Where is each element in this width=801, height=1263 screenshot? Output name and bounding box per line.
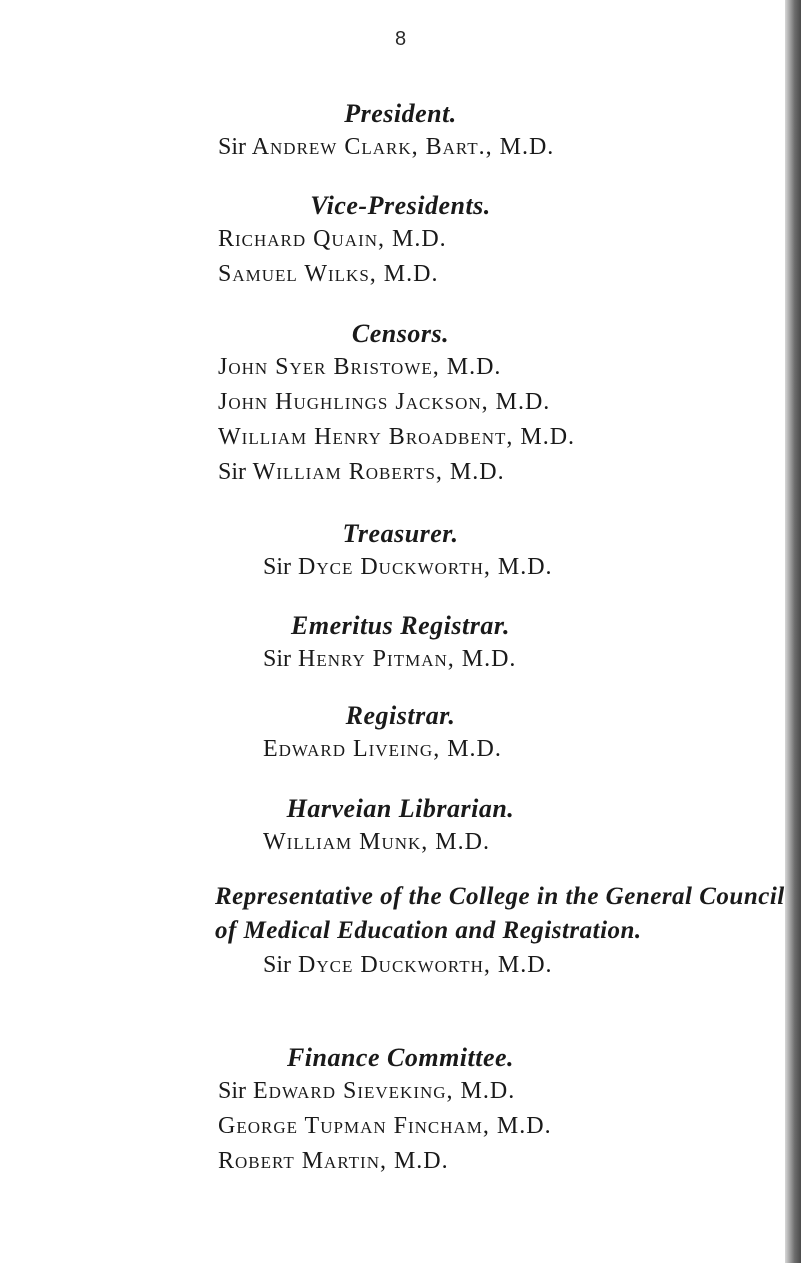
heading-harveian-librarian: Harveian Librarian. (286, 794, 515, 823)
section-emeritus-registrar (0, 610, 801, 677)
officer-name (0, 455, 801, 490)
officer-name: John Hughlings Jackson, M.D. (218, 389, 551, 415)
heading-censors: Censors. (351, 319, 450, 348)
section-censors (0, 318, 801, 490)
section-registrar (0, 700, 801, 767)
heading-emeritus-registrar: Emeritus Registrar. (291, 611, 510, 640)
name-prefix: Sir (263, 554, 292, 580)
officer-name (0, 948, 801, 983)
officer-name: Samuel Wilks, M.D. (218, 261, 439, 287)
section-vice-presidents (0, 190, 801, 292)
officer-name: George Tupman Fincham, M.D. (218, 1113, 552, 1139)
page-number: 8 (394, 28, 407, 50)
name-text: William Roberts, M.D. (252, 459, 505, 485)
section-treasurer (0, 518, 801, 585)
name-prefix: Sir (218, 1078, 247, 1104)
name-prefix: Sir (218, 459, 247, 485)
name-prefix: Sir (263, 646, 292, 672)
name-text: Henry Pitman, M.D. (298, 646, 517, 672)
officer-name: William Munk, M.D. (263, 829, 490, 855)
officer-name (0, 550, 801, 585)
name-prefix: Sir (218, 134, 247, 160)
name-text: Andrew Clark, Bart., M.D. (251, 134, 555, 160)
section-president (0, 98, 801, 165)
name-text: Dyce Duckworth, M.D. (298, 554, 553, 580)
heading-vice-presidents: Vice-Presidents. (310, 191, 491, 220)
heading-registrar: Registrar. (345, 701, 456, 730)
heading-representative-line1: Representative of the College in the General Council (215, 883, 785, 910)
heading-representative-line2: of Medical Education and Registration. (215, 917, 642, 944)
officer-name: Robert Martin, M.D. (218, 1148, 449, 1174)
heading-president: President. (344, 99, 457, 128)
section-finance-committee (0, 1042, 801, 1179)
officer-name (0, 130, 801, 165)
officer-name: Edward Liveing, M.D. (263, 736, 502, 762)
heading-finance-committee: Finance Committee. (286, 1043, 515, 1072)
officer-name (0, 1074, 801, 1109)
officer-name: Richard Quain, M.D. (218, 226, 447, 252)
officer-name: John Syer Bristowe, M.D. (218, 354, 502, 380)
officer-name (0, 642, 801, 677)
section-representative (0, 880, 801, 983)
name-text: Dyce Duckworth, M.D. (298, 952, 553, 978)
name-text: Edward Sieveking, M.D. (253, 1078, 516, 1104)
section-harveian-librarian (0, 793, 801, 860)
name-prefix: Sir (263, 952, 292, 978)
officer-name: William Henry Broadbent, M.D. (218, 424, 576, 450)
heading-treasurer: Treasurer. (342, 519, 459, 548)
